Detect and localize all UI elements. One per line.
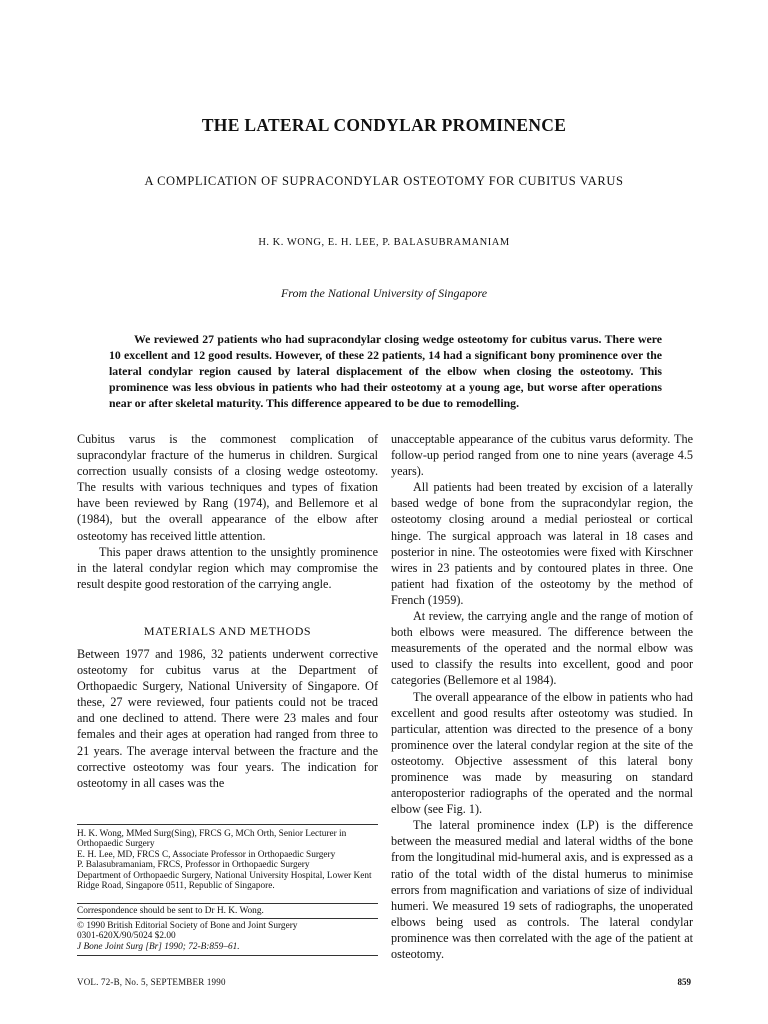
methods-paragraph-1: Between 1977 and 1986, 32 patients underwent corrective osteotomy for cubitus varus at the Department of Orthopaedic Surgery, National University of Singapore. Of these, 27 were reviewed, four patients could not be traced and one declined to attend. There were 23 males and four females and their ages at operation had ranged from three to 21 years. The average interval between the fracture and the corrective osteotomy was four years. The indication for osteotomy in all cases was the <box>77 647 378 790</box>
footnote-department: Department of Orthopaedic Surgery, National University Hospital, Lower Kent Ridge Road, Singapore 0511, Republic of Singapore. <box>77 870 372 892</box>
footnote-code: 0301-620X/90/5024 $2.00 <box>77 931 176 942</box>
footnote-divider-4 <box>77 955 378 956</box>
author-list: H. K. WONG, E. H. LEE, P. BALASUBRAMANIAM <box>258 237 510 248</box>
right-paragraph-3: At review, the carrying angle and the range of motion of both elbows were measured. The difference between the measurements of the operated and the normal elbow was used to classify the results into excellent, good and poor categories (Bellemore et al 1984). <box>391 609 693 688</box>
abstract: We reviewed 27 patients who had supracondylar closing wedge osteotomy for cubitus varus. There were 10 excellent and 12 good results. However, of these 22 patients, 14 had a significant bony prominence over the lateral condylar region caused by lateral displacement of the elbow when closing the osteotomy. This prominence was less obvious in patients who had their osteotomy at a young age, but worse after operations near or after skeletal maturity. This difference appeared to be due to remodelling. <box>109 332 662 410</box>
left-column-methods <box>77 646 378 791</box>
right-paragraph-5: The lateral prominence index (LP) is the difference between the measured medial and lateral widths of the bone from the longitudinal mid-humeral axis, and is expressed as a ratio of the total width of the distal humerus to minimise errors from magnification and variations of size of individual humeri. We measured 19 sets of radiographs, the unoperated elbows being used as controls. The lateral condylar prominence was then correlated with the age of the patient at osteotomy. <box>391 818 693 961</box>
footnote-divider <box>77 824 378 825</box>
page-number: 859 <box>677 977 691 987</box>
paper-subtitle: A COMPLICATION OF SUPRACONDYLAR OSTEOTOMY FOR CUBITUS VARUS <box>144 174 624 188</box>
right-column <box>391 431 693 962</box>
footnote-copyright: © 1990 British Editorial Society of Bone and Joint Surgery <box>77 921 298 931</box>
right-paragraph-2: All patients had been treated by excision of a laterally based wedge of bone from the supracondylar region, the osteotomy closing around a medial periosteal or cortical hinge. The surgical approach was lateral in 18 cases and posterior in nine. The osteotomies were fixed with Kirschner wires in 23 patients and by contoured plates in three. One patient had fixation of the osteotomy by the method of French (1959). <box>391 480 693 607</box>
right-paragraph-1: unacceptable appearance of the cubitus varus deformity. The follow-up period ranged from one to nine years (average 4.5 years). <box>391 432 693 479</box>
affiliation: From the National University of Singapore <box>280 286 488 300</box>
correspondence-note <box>77 906 380 916</box>
left-column-intro <box>77 431 378 592</box>
journal-footer: VOL. 72-B, No. 5, SEPTEMBER 1990 <box>77 977 226 987</box>
section-heading-methods: MATERIALS AND METHODS <box>143 624 312 638</box>
intro-paragraph-2: This paper draws attention to the unsightly prominence in the lateral condylar region which may compromise the result despite good restoration of the carrying angle. <box>77 544 378 591</box>
footnote-divider-3 <box>77 918 378 919</box>
footnote-divider-2 <box>77 903 378 904</box>
right-paragraph-4: The overall appearance of the elbow in patients who had excellent and good results after osteotomy was studied. In particular, attention was directed to the presence of a bony prominence over the lateral condylar region at the site of the osteotomy. Objective assessment of this lateral bony prominence was made by measuring on standard anteroposterior radiographs of the operated and the normal elbow (see Fig. 1). <box>391 689 693 817</box>
footnote-author-1: H. K. Wong, MMed Surg(Sing), FRCS G, MCh Orth, Senior Lecturer in Orthopaedic Surgery <box>77 829 347 850</box>
footnote-citation: J Bone Joint Surg [Br] 1990; 72-B:859–61. <box>77 941 240 952</box>
footnote-correspondence: Correspondence should be sent to Dr H. K. Wong. <box>77 906 264 916</box>
copyright-notes <box>77 921 380 952</box>
footnote-author-3: P. Balasubramaniam, FRCS, Professor in Orthopaedic Surgery <box>77 860 310 871</box>
footnote-author-2: E. H. Lee, MD, FRCS C, Associate Professor in Orthopaedic Surgery <box>77 849 336 860</box>
intro-paragraph-1: Cubitus varus is the commonest complication of supracondylar fracture of the humerus in children. Surgical correction usually consists of a closing wedge osteotomy. The results with various techniques and types of fixation have been reviewed by Rang (1974), and Bellemore et al (1984), but the overall appearance of the elbow after osteotomy has received little attention. <box>77 432 378 543</box>
paper-title: THE LATERAL CONDYLAR PROMINENCE <box>201 115 567 135</box>
author-footnotes <box>77 829 380 891</box>
